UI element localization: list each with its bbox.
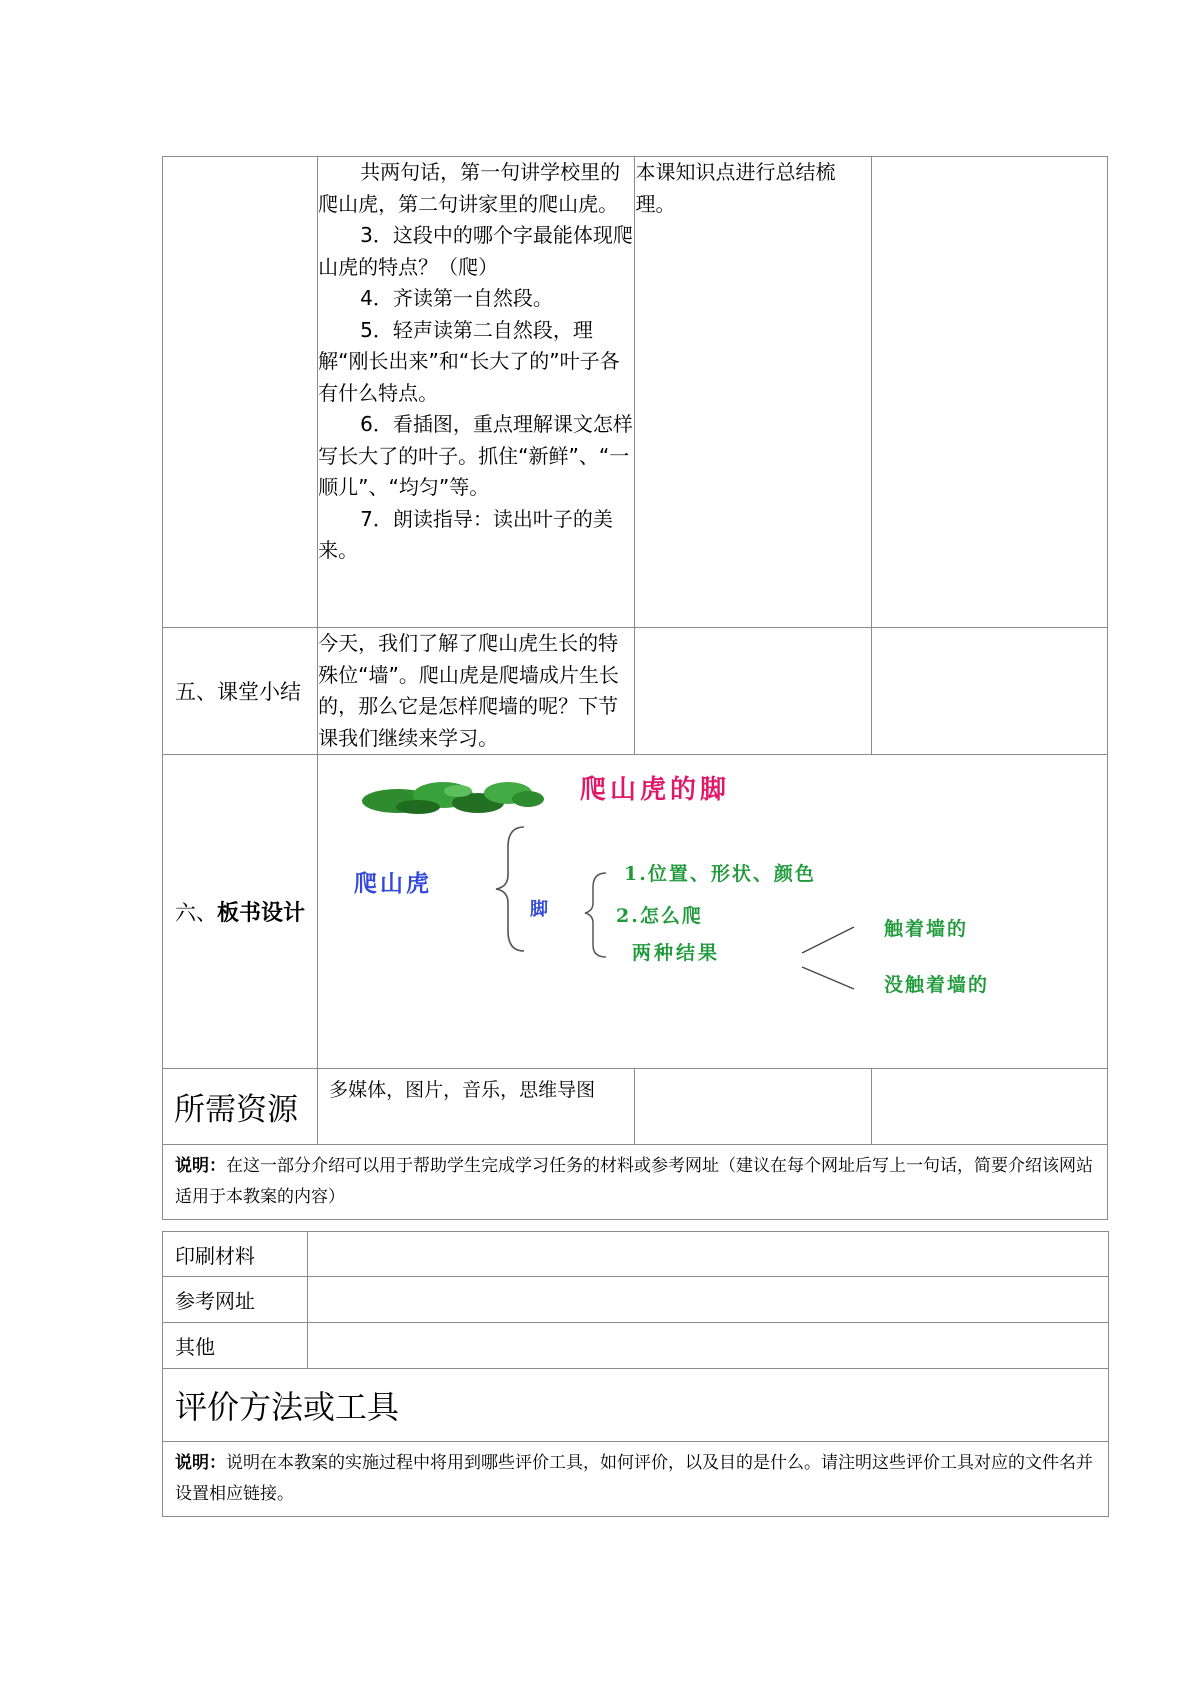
board-sub-subject: 脚 [530, 899, 549, 920]
empty-cell [635, 1069, 871, 1145]
board-point-3: 两种结果 [632, 942, 721, 964]
process-line: 3．这段中的哪个字最能体现爬山虎的特点？（爬） [318, 223, 633, 279]
stage-prefix: 六、 [175, 901, 217, 925]
resources-title: 所需资源 [163, 1069, 318, 1145]
material-value-other [308, 1323, 1109, 1369]
table-row-material [163, 1232, 1109, 1277]
summary-text: 今天，我们了解了爬山虎生长的特殊位“墙”。爬山虎是爬墙成片生长的，那么它是怎样爬墙的呢？下节课我们继续来学习。 [318, 628, 635, 755]
empty-cell [871, 1069, 1107, 1145]
table-row-board [163, 755, 1108, 1069]
lesson-plan-table [162, 156, 1108, 1220]
leaf-decoration-icon [362, 782, 544, 814]
stage-label-board [163, 755, 318, 1069]
table-row-summary [163, 628, 1108, 755]
table-row-resources [163, 1069, 1108, 1145]
resource-note-label: 说明： [175, 1156, 226, 1176]
table-row-eval-note [163, 1442, 1109, 1517]
board-point-1: 1.位置、形状、颜色 [624, 863, 816, 885]
stage-bold-text: 板书设计 [217, 901, 306, 926]
board-design-cell [318, 755, 1108, 1069]
board-result-1: 触着墙的 [884, 918, 969, 940]
brace-sub [585, 873, 606, 957]
board-main-subject: 爬山虎 [354, 870, 433, 897]
material-label-web: 参考网址 [163, 1277, 308, 1323]
empty-cell [871, 157, 1107, 628]
knowledge-cell: 本课知识点进行总结梳理。 [635, 157, 871, 628]
table-row-reading [163, 157, 1108, 628]
table-row-resource-note [163, 1145, 1108, 1220]
branch-line-upper [802, 927, 854, 953]
evaluation-note-text: 说明在本教案的实施过程中将用到哪些评价工具，如何评价，以及目的是什么。请注明这些评价工具对应的文件名并设置相应链接。 [175, 1453, 1093, 1504]
stage-label-summary: 五、课堂小结 [163, 628, 318, 755]
board-point-2: 2.怎么爬 [616, 905, 703, 927]
evaluation-note-label: 说明： [175, 1453, 226, 1473]
process-line: 7．朗读指导：读出叶子的美来。 [318, 506, 613, 562]
process-line: 4．齐读第一自然段。 [360, 286, 553, 310]
resources-text: 多媒体，图片，音乐，思维导图 [318, 1069, 635, 1145]
board-design-diagram [318, 755, 1106, 1067]
branch-line-lower [802, 967, 854, 989]
materials-table [162, 1231, 1109, 1517]
evaluation-title: 评价方法或工具 [163, 1369, 1109, 1442]
evaluation-note [163, 1442, 1109, 1517]
empty-cell [635, 628, 871, 755]
material-label-print: 印刷材料 [163, 1232, 308, 1277]
table-row-eval-title [163, 1369, 1109, 1442]
stage-cell-empty [163, 157, 318, 628]
board-title: 爬山虎的脚 [580, 775, 731, 805]
material-value-web [308, 1277, 1109, 1323]
table-row-material [163, 1277, 1109, 1323]
material-value-print [308, 1232, 1109, 1277]
resource-note-text: 在这一部分介绍可以用于帮助学生完成学习任务的材料或参考网址（建议在每个网址后写上一句话，简要介绍该网站适用于本教案的内容） [175, 1156, 1093, 1207]
empty-cell [871, 628, 1107, 755]
process-line: 6．看插图，重点理解课文怎样写长大了的叶子。抓住“新鲜”、“一顺儿”、“均匀”等。 [318, 412, 633, 499]
process-cell [318, 157, 635, 628]
process-line: 5．轻声读第二自然段，理解“刚长出来”和“长大了的”叶子各有什么特点。 [318, 317, 620, 405]
material-label-other: 其他 [163, 1323, 308, 1369]
process-line: 共两句话，第一句讲学校里的爬山虎，第二句讲家里的爬山虎。 [318, 160, 621, 216]
resource-note [163, 1145, 1108, 1220]
table-row-material [163, 1323, 1109, 1369]
brace-main [496, 827, 524, 951]
board-result-2: 没触着墙的 [884, 974, 990, 996]
